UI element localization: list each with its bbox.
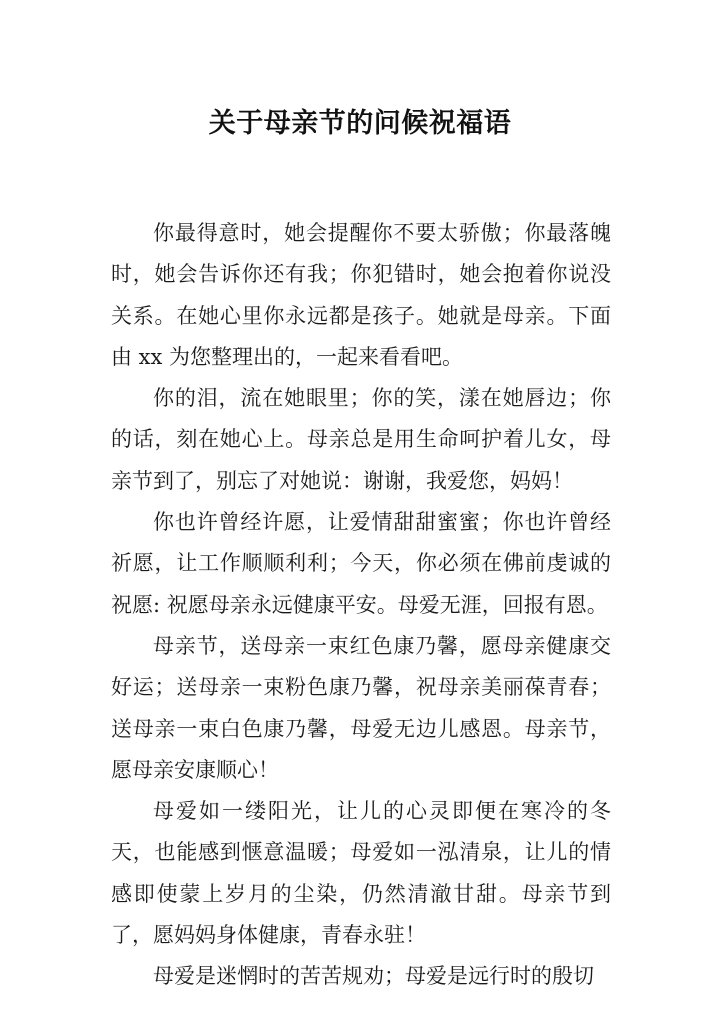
paragraph: 母亲节，送母亲一束红色康乃馨，愿母亲健康交好运；送母亲一束粉色康乃馨，祝母亲美丽葆青春；送母亲一束白色康乃馨，母爱无边儿感恩。母亲节，愿母亲安康顺心！	[111, 633, 611, 782]
paragraph: 你最得意时，她会提醒你不要太骄傲；你最落魄时，她会告诉你还有我；你犯错时，她会抱着你说没关系。在她心里你永远都是孩子。她就是母亲。下面由 xx 为您整理出的，一起来看看吧。	[111, 221, 611, 369]
paragraph: 你也许曾经许愿，让爱情甜甜蜜蜜；你也许曾经祈愿，让工作顺顺利利；今天，你必须在佛前虔诚的祝愿: 祝愿母亲永远健康平安。母爱无涯，回报有恩。	[111, 510, 611, 617]
document-title: 关于母亲节的问候祝福语	[208, 108, 512, 140]
document-body	[111, 213, 611, 998]
paragraph: 母爱是迷惘时的苦苦规劝；母爱是远行时的殷切	[153, 964, 594, 989]
paragraph: 你的泪，流在她眼里；你的笑，漾在她唇边；你的话，刻在她心上。母亲总是用生命呵护着儿女，母亲节到了，别忘了对她说：谢谢，我爱您，妈妈！	[111, 386, 611, 493]
paragraph: 母爱如一缕阳光，让儿的心灵即便在寒冷的冬天，也能感到惬意温暖；母爱如一泓清泉，让儿的情感即使蒙上岁月的尘染，仍然清澈甘甜。母亲节到了，愿妈妈身体健康，青春永驻！	[111, 799, 611, 948]
